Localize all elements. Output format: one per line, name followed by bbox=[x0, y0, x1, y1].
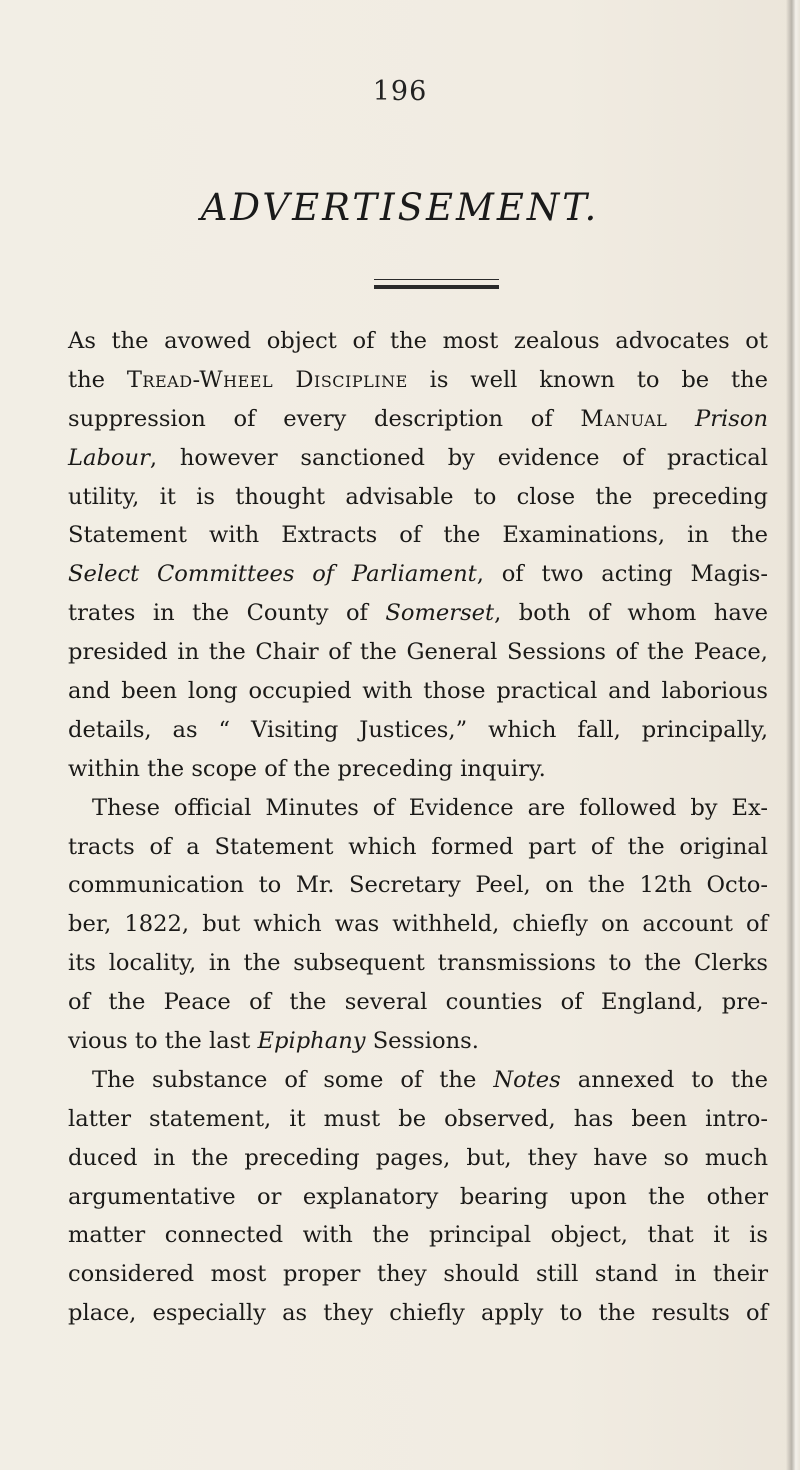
text-line bbox=[68, 750, 768, 789]
text-line bbox=[68, 789, 768, 828]
text-run bbox=[667, 406, 695, 432]
text-line bbox=[68, 555, 768, 594]
italic-text: Prison bbox=[695, 405, 768, 432]
text-line bbox=[68, 478, 768, 517]
italic-text: Select Committees of Parliament bbox=[68, 561, 477, 588]
text-run: the bbox=[68, 366, 127, 393]
text-run: suppression of every description of bbox=[68, 405, 581, 432]
text-line bbox=[68, 711, 768, 750]
text-run: duced in the preceding pages, but, they have so much bbox=[68, 1144, 768, 1171]
text-line bbox=[68, 1255, 768, 1294]
text-run: vious to the last bbox=[68, 1028, 258, 1055]
text-run: latter statement, it must be observed, has been intro- bbox=[68, 1105, 768, 1132]
italic-text: Labour bbox=[68, 444, 150, 471]
heading-rule-thick bbox=[374, 285, 499, 289]
text-line bbox=[68, 1178, 768, 1217]
text-line bbox=[68, 439, 768, 478]
text-run: As the avowed object of the most zealous advocates ot bbox=[68, 328, 768, 354]
text-line bbox=[68, 1100, 768, 1139]
page-heading: ADVERTISEMENT. bbox=[200, 186, 600, 229]
text-run: , however sanctioned by evidence of practical bbox=[149, 444, 768, 471]
text-run: argumentative or explanatory bearing upon the other bbox=[68, 1183, 768, 1210]
page-number: 196 bbox=[372, 76, 428, 107]
small-caps-text: Manual bbox=[580, 405, 668, 432]
text-run: Sessions. bbox=[365, 1028, 479, 1055]
small-caps-text: Tread-Wheel Discipline bbox=[126, 366, 408, 393]
text-line bbox=[68, 361, 768, 400]
body-text bbox=[68, 322, 768, 1333]
text-run: Statement with Extracts of the Examinations, in the bbox=[68, 522, 768, 549]
text-run: place, especially as they chiefly apply to the results of bbox=[68, 1300, 768, 1327]
text-run: is well known to be the bbox=[407, 366, 768, 393]
text-line bbox=[68, 400, 768, 439]
text-run: matter connected with the principal object, that it is bbox=[68, 1222, 768, 1249]
italic-text: Notes bbox=[493, 1066, 561, 1093]
text-line bbox=[68, 322, 768, 361]
text-run: and been long occupied with those practical and laborious bbox=[68, 678, 768, 705]
text-run: trates in the County of bbox=[68, 600, 386, 627]
text-run: These official Minutes of Evidence are followed by Ex- bbox=[92, 794, 768, 821]
text-line bbox=[68, 1216, 768, 1255]
text-line bbox=[68, 672, 768, 711]
text-run: presided in the Chair of the General Sessions of the Peace, bbox=[68, 639, 768, 666]
text-run: communication to Mr. Secretary Peel, on the 12th Octo- bbox=[68, 872, 768, 899]
text-run: within the scope of the preceding inquiry. bbox=[68, 755, 546, 782]
text-run: utility, it is thought advisable to close the preceding bbox=[68, 483, 768, 510]
text-line bbox=[68, 516, 768, 555]
text-run: details, as “ Visiting Justices,” which fall, principally, bbox=[68, 716, 768, 743]
text-line bbox=[68, 944, 768, 983]
text-line bbox=[68, 1061, 768, 1100]
text-run: ber, 1822, but which was withheld, chiefly on account of bbox=[68, 911, 768, 938]
text-line bbox=[68, 633, 768, 672]
text-run: annexed to the bbox=[560, 1066, 768, 1093]
text-run: The substance of some of the bbox=[92, 1066, 494, 1093]
text-line bbox=[68, 1022, 768, 1061]
text-line bbox=[68, 594, 768, 633]
text-run: , both of whom have bbox=[494, 600, 768, 627]
text-run: tracts of a Statement which formed part of the original bbox=[68, 833, 768, 860]
heading-rule-thin bbox=[374, 279, 499, 280]
text-line bbox=[68, 905, 768, 944]
text-line bbox=[68, 866, 768, 905]
text-run: , of two acting Magis- bbox=[476, 561, 768, 588]
text-line bbox=[68, 1139, 768, 1178]
text-line bbox=[68, 1294, 768, 1333]
text-line bbox=[68, 828, 768, 867]
text-run: considered most proper they should still stand in their bbox=[68, 1261, 768, 1288]
italic-text: Epiphany bbox=[257, 1028, 366, 1055]
text-line bbox=[68, 983, 768, 1022]
italic-text: Somerset bbox=[385, 600, 495, 627]
text-run: of the Peace of the several counties of England, pre- bbox=[68, 989, 768, 1016]
text-run: its locality, in the subsequent transmissions to the Clerks bbox=[68, 950, 768, 977]
